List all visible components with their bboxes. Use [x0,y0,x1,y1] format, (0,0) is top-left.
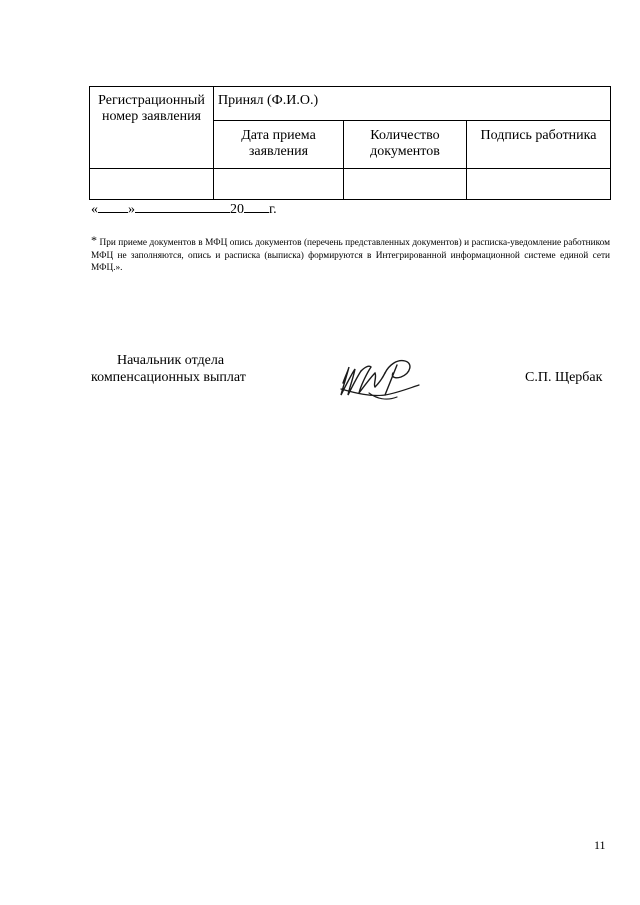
table-row [90,169,611,200]
footnote-marker: * [91,233,97,247]
year-blank [244,199,269,213]
position-title-line2: компенсационных выплат [91,370,246,385]
year-suffix: г. [269,202,277,217]
accepted-by-header: Принял (Ф.И.О.) [214,87,611,121]
date-line [91,199,277,218]
footnote-text: При приеме документов в МФЦ опись документов (перечень представленных документов) и расписка-уведомление работником МФЦ не заполняются, опись и расписка (выписка) формируются в Интегрированной информационной системе единой сети МФЦ.». [91,238,610,273]
column-header-count: Количество документов [344,121,467,169]
century-label: 20 [230,202,244,217]
handwritten-signature [335,355,425,403]
page-number: 11 [594,838,606,852]
close-quote: » [128,202,135,217]
table-cell [467,169,611,200]
column-header-signature: Подпись работника [467,121,611,169]
table-cell [344,169,467,200]
column-header-date: Дата приема заявления [214,121,344,169]
day-blank [98,199,128,213]
signer-name: С.П. Щербак [525,370,603,385]
table-row [90,87,611,121]
footnote [91,234,610,275]
month-blank [135,199,230,213]
position-title-line1: Начальник отдела [117,353,225,368]
table-cell [214,169,344,200]
registration-table [89,86,611,200]
reg-number-header: Регистрационный номер заявления [90,87,214,169]
table-cell [90,169,214,200]
open-quote: « [91,202,98,217]
